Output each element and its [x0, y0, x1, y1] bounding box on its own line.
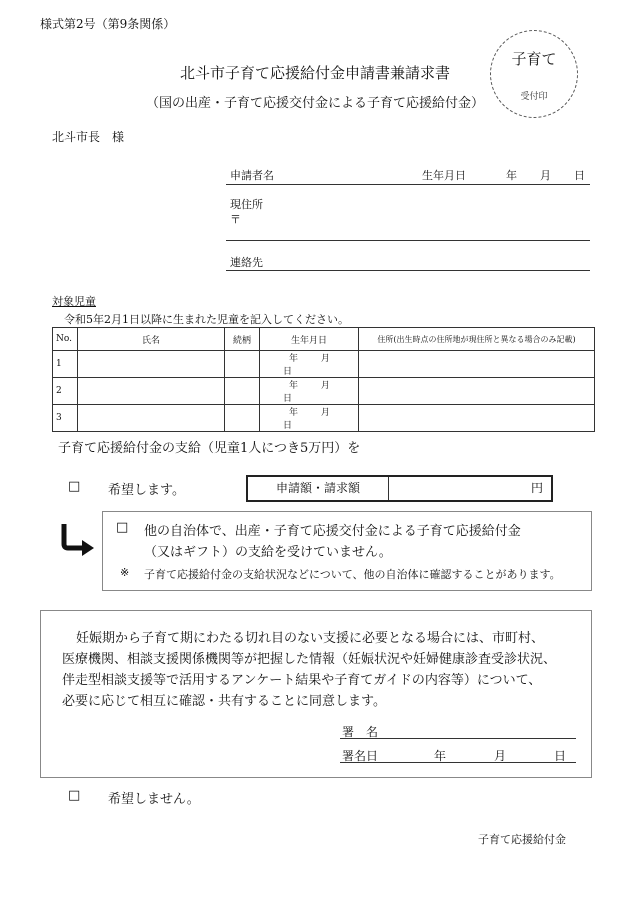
sign-date-line[interactable]: [340, 762, 576, 763]
applicant-dob-label: 生年月日: [422, 169, 466, 182]
child-dob-cell[interactable]: [260, 378, 359, 405]
row-number: 2: [53, 378, 78, 405]
column-header: 生年月日: [260, 328, 359, 351]
dob-month: 月: [320, 354, 330, 364]
dob-year: 年: [289, 381, 299, 391]
dob-day: 日: [283, 394, 293, 404]
applicant-name-line: [226, 184, 590, 185]
wish-yes-checkbox[interactable]: □: [68, 479, 81, 494]
form-number: 様式第2号（第9条関係）: [40, 17, 176, 31]
addressee: 北斗市長 様: [52, 130, 125, 144]
signature-label: 署 名: [342, 725, 379, 739]
wish-no-label: 希望しません。: [108, 792, 200, 807]
sign-date-month: 月: [494, 749, 507, 763]
column-header: 続柄: [225, 328, 260, 351]
dob-month: 月: [320, 381, 330, 391]
wish-yes-label: 希望します。: [108, 483, 185, 498]
column-header: 住所(出生時点の住所地が現住所と異なる場合のみ記載): [359, 328, 595, 351]
page-subtitle: （国の出産・子育て応援交付金による子育て応援給付金）: [145, 96, 484, 111]
child-name-cell[interactable]: [78, 351, 225, 378]
yen-unit: 円: [530, 481, 543, 495]
target-children-heading: 対象児童: [52, 295, 96, 308]
column-header: No.: [53, 328, 78, 351]
consent-line4: 必要に応じて相互に確認・共有することに同意します。: [62, 694, 386, 709]
table-row: [53, 405, 595, 432]
sign-date-day: 日: [554, 749, 567, 763]
applicant-name-label: 申請者名: [230, 169, 274, 182]
table-header-row: [53, 328, 595, 351]
dob-year: 年: [289, 408, 299, 418]
payment-statement: 子育て応援給付金の支給（児童1人につき5万円）を: [58, 441, 361, 456]
sign-date-year: 年: [434, 749, 447, 763]
dob-day: 日: [283, 367, 293, 377]
other-municipality-checkbox[interactable]: □: [116, 520, 129, 535]
row-number: 3: [53, 405, 78, 432]
amount-input[interactable]: [389, 477, 551, 500]
wish-no-checkbox[interactable]: □: [68, 788, 81, 803]
applicant-dob-month: 月: [540, 169, 551, 182]
postal-mark: 〒: [230, 213, 241, 226]
child-address-cell[interactable]: [359, 351, 595, 378]
reception-stamp: [490, 30, 578, 118]
amount-label: 申請額・請求額: [248, 477, 389, 500]
address-label: 現住所: [230, 198, 263, 211]
other-municipality-line2: （又はギフト）の支給を受けていません。: [144, 545, 392, 560]
applicant-dob-year: 年: [506, 169, 517, 182]
child-dob-cell[interactable]: [260, 405, 359, 432]
children-table: [52, 327, 595, 432]
stamp-label: 子育て: [511, 50, 557, 68]
amount-box: [246, 475, 553, 502]
row-number: 1: [53, 351, 78, 378]
table-row: [53, 351, 595, 378]
down-right-arrow-icon: [60, 522, 96, 556]
address-line: [226, 240, 590, 241]
applicant-dob-day: 日: [574, 169, 585, 182]
page-title: 北斗市子育て応援給付金申請書兼請求書: [179, 64, 450, 82]
dob-year: 年: [289, 354, 299, 364]
column-header: 氏名: [78, 328, 225, 351]
contact-label: 連絡先: [230, 256, 263, 269]
stamp-sublabel: 受付印: [520, 92, 548, 102]
consent-line1: 妊娠期から子育て期にわたる切れ目のない支援に必要となる場合には、市町村、: [76, 631, 545, 646]
other-municipality-line1: 他の自治体で、出産・子育て応援交付金による子育て応援給付金: [144, 524, 521, 539]
child-address-cell[interactable]: [359, 405, 595, 432]
relationship-cell[interactable]: [225, 351, 260, 378]
dob-month: 月: [320, 408, 330, 418]
target-children-instruction: 令和5年2月1日以降に生まれた児童を記入してください。: [64, 313, 349, 326]
child-dob-cell[interactable]: [260, 351, 359, 378]
other-municipality-note: 子育て応援給付金の支給状況などについて、他の自治体に確認することがあります。: [144, 568, 561, 581]
relationship-cell[interactable]: [225, 405, 260, 432]
footer-label: 子育て応援給付金: [478, 833, 566, 846]
child-name-cell[interactable]: [78, 405, 225, 432]
child-address-cell[interactable]: [359, 378, 595, 405]
contact-line: [226, 270, 590, 271]
relationship-cell[interactable]: [225, 378, 260, 405]
sign-date-label: 署名日: [342, 749, 379, 763]
signature-line[interactable]: [340, 738, 576, 739]
child-name-cell[interactable]: [78, 378, 225, 405]
consent-line3: 伴走型相談支援等で活用するアンケート結果や子育てガイドの内容等）について、: [62, 673, 542, 688]
table-row: [53, 378, 595, 405]
dob-day: 日: [283, 421, 293, 431]
consent-line2: 医療機関、相談支援関係機関等が把握した情報（妊娠状況や妊婦健康診査受診状況、: [62, 652, 557, 667]
note-mark: ※: [120, 566, 130, 579]
